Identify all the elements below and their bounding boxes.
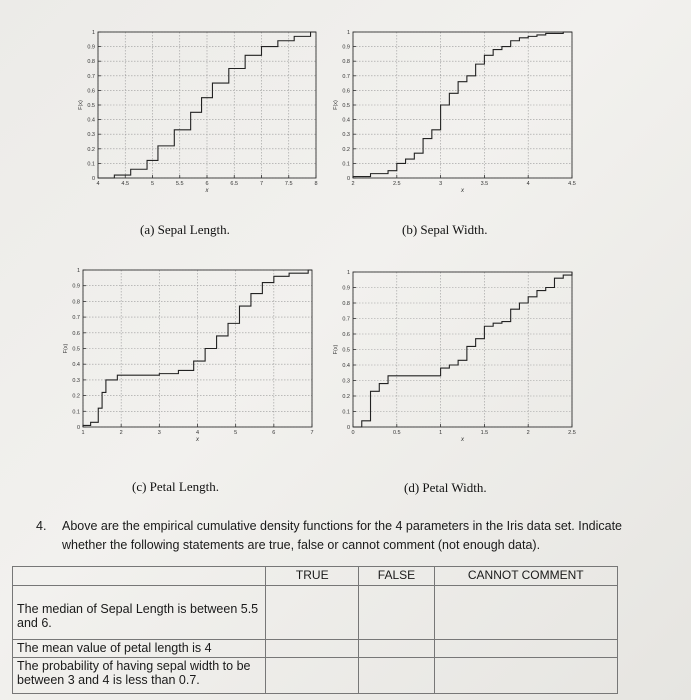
- y-tick-label: 0.2: [342, 146, 350, 153]
- y-tick-label: 0.6: [87, 88, 95, 95]
- y-tick-label: 0.2: [72, 393, 80, 400]
- answer-cell-cannot-comment[interactable]: [434, 658, 617, 694]
- answer-table: [12, 566, 618, 694]
- x-tick-label: 4: [96, 181, 100, 187]
- y-tick-label: 0.5: [342, 347, 350, 354]
- y-tick-label: 0.5: [342, 103, 350, 109]
- x-tick-label: 3: [439, 181, 443, 187]
- y-tick-label: 0.2: [87, 146, 95, 153]
- x-tick-label: 1: [439, 430, 443, 436]
- y-tick-label: 0.4: [72, 362, 80, 369]
- x-tick-label: 8: [314, 181, 318, 187]
- y-tick-label: 0.3: [342, 132, 350, 139]
- x-tick-label: 4: [526, 181, 530, 187]
- y-tick-label: 1: [346, 270, 350, 276]
- y-tick-label: 0.7: [342, 73, 350, 80]
- y-tick-label: 1: [76, 268, 80, 274]
- x-tick-label: 2.5: [568, 430, 576, 436]
- x-axis-label: x: [205, 188, 209, 194]
- statement-cell: The median of Sepal Length is between 5.5 and 6.: [13, 586, 266, 640]
- x-axis-label: x: [461, 188, 464, 194]
- answer-cell-true[interactable]: [266, 586, 359, 640]
- table-row: [13, 640, 618, 658]
- statement-cell: The mean value of petal length is 4: [13, 640, 266, 658]
- y-tick-label: 0.1: [72, 409, 80, 416]
- caption-sepal-width: (b) Sepal Width.: [402, 222, 488, 237]
- answer-cell-cannot-comment[interactable]: [434, 586, 617, 640]
- x-tick-label: 7: [310, 430, 314, 436]
- answer-cell-cannot-comment[interactable]: [434, 640, 617, 658]
- y-tick-label: 0.8: [72, 299, 80, 306]
- ecdf-chart-sepal-length: [78, 30, 318, 194]
- x-tick-label: 5.5: [175, 181, 184, 187]
- x-tick-label: 4.5: [568, 181, 576, 187]
- x-tick-label: 0: [351, 430, 355, 436]
- x-tick-label: 0.5: [392, 430, 401, 436]
- y-tick-label: 0.9: [72, 283, 80, 290]
- x-tick-label: 1.5: [480, 430, 489, 436]
- x-tick-label: 3.5: [480, 181, 489, 187]
- y-tick-label: 0.1: [87, 161, 95, 168]
- y-tick-label: 0: [346, 425, 350, 431]
- y-axis-label: F(x): [333, 100, 339, 110]
- y-tick-label: 0.8: [342, 59, 350, 66]
- y-axis-label: F(x): [78, 100, 84, 110]
- x-axis-label: x: [461, 437, 464, 443]
- y-tick-label: 0.3: [72, 377, 80, 384]
- y-tick-label: 0: [346, 176, 350, 182]
- y-tick-label: 0.6: [342, 332, 350, 338]
- x-tick-label: 6.5: [230, 181, 239, 187]
- x-tick-label: 4: [195, 430, 200, 436]
- x-tick-label: 2: [526, 430, 530, 436]
- y-tick-label: 0.7: [87, 73, 95, 80]
- answer-cell-false[interactable]: [359, 658, 434, 694]
- y-tick-label: 0.7: [72, 315, 80, 322]
- answer-cell-false[interactable]: [359, 640, 434, 658]
- y-tick-label: 0.1: [342, 409, 350, 416]
- y-tick-label: 0.3: [87, 132, 95, 139]
- x-tick-label: 6: [205, 181, 209, 187]
- y-tick-label: 0.9: [87, 44, 95, 51]
- caption-petal-length: (c) Petal Length.: [132, 479, 219, 494]
- header-false: FALSE: [359, 567, 434, 586]
- y-tick-label: 0.3: [342, 378, 350, 385]
- y-axis-label: F(x): [63, 343, 69, 354]
- y-tick-label: 0.8: [87, 59, 95, 66]
- x-tick-label: 6: [272, 430, 276, 436]
- header-true: TRUE: [266, 567, 359, 586]
- y-tick-label: 0.9: [342, 44, 350, 51]
- answer-cell-true[interactable]: [266, 658, 359, 694]
- x-tick-label: 7.5: [284, 181, 293, 187]
- x-tick-label: 7: [259, 181, 264, 187]
- y-axis-label: F(x): [333, 344, 339, 355]
- answer-table-header: [13, 567, 618, 586]
- y-tick-label: 0.5: [72, 346, 80, 353]
- x-tick-label: 1: [81, 430, 85, 436]
- y-tick-label: 1: [91, 30, 95, 36]
- y-tick-label: 0.4: [87, 117, 95, 124]
- y-tick-label: 0: [91, 176, 95, 182]
- x-tick-label: 5: [150, 181, 155, 187]
- y-tick-label: 0.2: [342, 394, 350, 400]
- table-row: [13, 586, 618, 640]
- question-text: Above are the empirical cumulative density functions for the 4 parameters in the Iris data set. Indicate whether the following statements are true, false or cannot comment (not enough data).: [62, 519, 623, 552]
- answer-cell-false[interactable]: [359, 586, 434, 640]
- y-tick-label: 0: [76, 425, 80, 431]
- x-tick-label: 2.5: [392, 181, 401, 187]
- y-tick-label: 0.9: [342, 285, 350, 292]
- x-tick-label: 3: [157, 430, 161, 436]
- y-tick-label: 1: [346, 30, 350, 36]
- statement-cell: The probability of having sepal width to be between 3 and 4 is less than 0.7.: [13, 658, 266, 694]
- y-tick-label: 0.4: [342, 363, 350, 369]
- x-axis-label: x: [196, 437, 199, 443]
- y-tick-label: 0.6: [72, 330, 80, 337]
- x-tick-label: 2: [119, 430, 123, 436]
- y-tick-label: 0.8: [342, 301, 350, 307]
- header-statement: [13, 567, 266, 586]
- header-cannot-comment: CANNOT COMMENT: [434, 567, 617, 586]
- y-tick-label: 0.4: [342, 117, 350, 124]
- answer-cell-true[interactable]: [266, 640, 359, 658]
- question-number: 4.: [36, 519, 47, 533]
- ecdf-chart-sepal-width: [333, 30, 576, 194]
- caption-petal-width: (d) Petal Width.: [404, 480, 487, 495]
- y-tick-label: 0.7: [342, 316, 350, 323]
- x-tick-label: 2: [351, 181, 355, 187]
- ecdf-chart-petal-length: [63, 268, 314, 443]
- ecdf-chart-petal-width: [333, 270, 576, 443]
- y-tick-label: 0.1: [342, 161, 350, 168]
- table-row: [13, 658, 618, 694]
- y-tick-label: 0.6: [342, 88, 350, 95]
- y-tick-label: 0.5: [87, 103, 95, 109]
- x-tick-label: 5: [234, 430, 238, 436]
- x-tick-label: 4.5: [121, 181, 130, 187]
- caption-sepal-length: (a) Sepal Length.: [140, 222, 230, 237]
